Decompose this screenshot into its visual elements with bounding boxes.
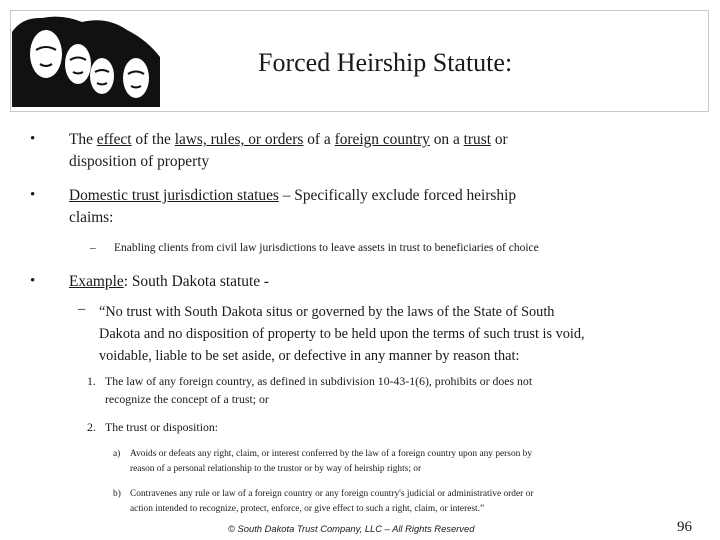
bullet-marker: • — [30, 273, 36, 289]
bullet-line-2: claims: — [69, 209, 114, 226]
term-foreign-country: foreign country — [334, 131, 430, 148]
term-example: Example — [69, 273, 124, 290]
item-line: Contravenes any rule or law of a foreign country or any foreign country's judicial or administrative order or — [130, 489, 534, 499]
mount-rushmore-logo — [12, 12, 160, 107]
term-trust: trust — [463, 131, 492, 148]
list-letter: a) — [113, 449, 121, 459]
item-line: The law of any foreign country, as defined in subdivision 10-43-1(6), prohibits or does not — [105, 374, 533, 388]
item-line: reason of a personal relationship to the trustor or by way of heirship rights; or — [130, 464, 422, 474]
bullet-marker: • — [30, 131, 36, 147]
page-number: 96 — [677, 519, 692, 535]
bullet-line-2: disposition of property — [69, 153, 210, 170]
numbered-item-2: The trust or disposition: — [105, 420, 219, 434]
sub-bullet-dash: – — [90, 242, 96, 254]
term-laws-rules-orders: laws, rules, or orders — [174, 131, 304, 148]
text-segment: of the — [131, 131, 175, 148]
term-domestic-trust-statutes: Domestic trust jurisdiction statues — [69, 187, 279, 204]
text-segment: – Specifically exclude forced heirship — [278, 187, 517, 204]
slide-title: Forced Heirship Statute: — [258, 48, 513, 77]
quote-line: Dakota and no disposition of property to be held upon the terms of such trust is void, — [99, 326, 585, 342]
sub-bullet-text: Enabling clients from civil law jurisdictions to leave assets in trust to beneficiaries of choice — [114, 242, 539, 254]
text-segment: on a — [429, 131, 464, 148]
lettered-item-a — [130, 447, 690, 477]
text-segment: : South Dakota statute - — [123, 273, 270, 290]
bullet-domestic-statutes — [69, 185, 689, 229]
numbered-item-1 — [105, 372, 695, 408]
text-segment: The — [69, 131, 97, 148]
statute-quote — [99, 301, 669, 367]
quote-dash: – — [78, 301, 86, 317]
bullet-marker: • — [30, 187, 36, 203]
lettered-item-b — [130, 487, 690, 517]
item-line: recognize the concept of a trust; or — [105, 392, 269, 406]
term-effect: effect — [96, 131, 132, 148]
item-line: Avoids or defeats any right, claim, or interest conferred by the law of a foreign country upon any person by — [130, 449, 533, 459]
list-number: 2. — [87, 420, 96, 434]
bullet-example — [69, 271, 269, 293]
list-number: 1. — [87, 374, 96, 388]
bullet-effect — [69, 129, 689, 173]
text-segment: or — [491, 131, 508, 148]
text-segment: of a — [303, 131, 335, 148]
item-line: action intended to recognize, protect, enforce, or give effect to such a right, claim, or interest.” — [130, 504, 485, 514]
quote-line: “No trust with South Dakota situs or governed by the laws of the State of South — [99, 304, 555, 320]
list-letter: b) — [113, 489, 121, 499]
footer-copyright: © South Dakota Trust Company, LLC – All Rights Reserved — [228, 523, 475, 534]
quote-line: voidable, liable to be set aside, or defective in any manner by reason that: — [99, 348, 520, 364]
